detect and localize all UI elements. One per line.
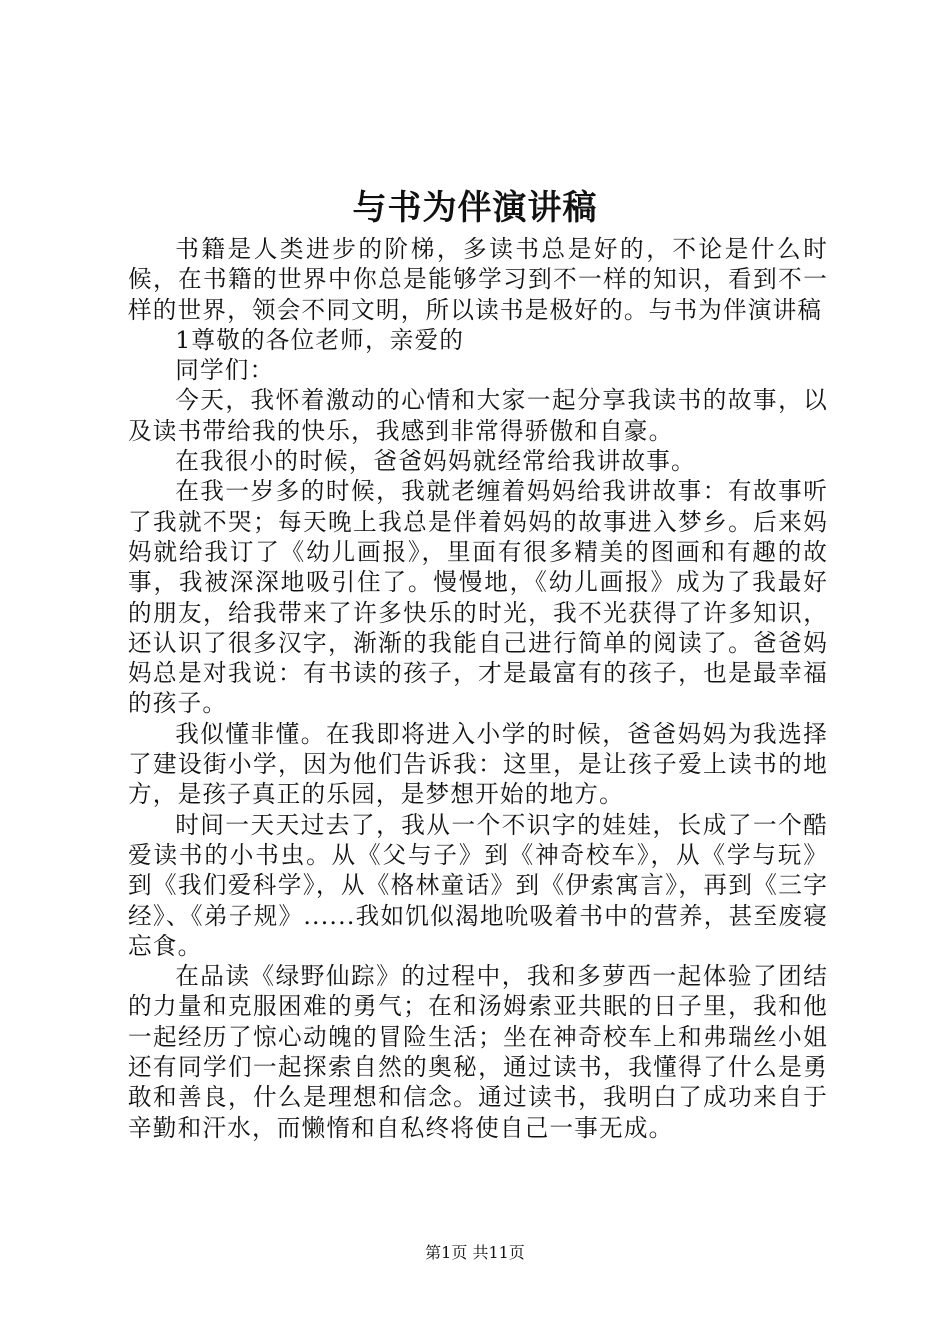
- paragraph: 在品读《绿野仙踪》的过程中，我和多萝西一起体验了团结的力量和克服困难的勇气；在和汤姆索亚共眠的日子里，我和他一起经历了惊心动魄的冒险生活；坐在神奇校车上和弗瑞丝小姐还有同学们一起探索自然的奥秘，通过读书，我懂得了什么是勇敢和善良，什么是理想和信念。通过读书，我明白了成功来自于辛勤和汗水，而懒惰和自私终将使自己一事无成。: [128, 962, 828, 1142]
- paragraph: 今天，我怀着激动的心情和大家一起分享我读书的故事，以及读书带给我的快乐，我感到非常得骄傲和自豪。: [128, 386, 828, 445]
- paragraph: 在我一岁多的时候，我就老缠着妈妈给我讲故事：有故事听了我就不哭；每天晚上我总是伴着妈妈的故事进入梦乡。后来妈妈就给我订了《幼儿画报》，里面有很多精美的图画和有趣的故事，我被深深地吸引住了。慢慢地，《幼儿画报》成为了我最好的朋友，给我带来了许多快乐的时光，我不光获得了许多知识，还认识了很多汉字，渐渐的我能自己进行简单的阅读了。爸爸妈妈总是对我说：有书读的孩子，才是最富有的孩子，也是最幸福的孩子。: [128, 477, 828, 718]
- paragraph: 同学们：: [175, 356, 275, 385]
- page-footer: 第1页 共11页: [425, 1243, 525, 1262]
- document-title: 与书为伴演讲稿: [352, 188, 598, 228]
- document-body: [128, 234, 828, 1143]
- paragraph: 1尊敬的各位老师，亲爱的: [175, 325, 465, 354]
- paragraph: 书籍是人类进步的阶梯，多读书总是好的，不论是什么时候，在书籍的世界中你总是能够学习到不一样的知识，看到不一样的世界，领会不同文明，所以读书是极好的。与书为伴演讲稿: [128, 235, 828, 324]
- paragraph: 我似懂非懂。在我即将进入小学的时候，爸爸妈妈为我选择了建设街小学，因为他们告诉我：这里，是让孩子爱上读书的地方，是孩子真正的乐园，是梦想开始的地方。: [128, 719, 828, 809]
- paragraph: 时间一天天过去了，我从一个不识字的娃娃，长成了一个酷爱读书的小书虫。从《父与子》到《神奇校车》，从《学与玩》到《我们爱科学》，从《格林童话》到《伊索寓言》，再到《三字经》、《弟子规》......我如饥似渴地吮吸着书中的营养，甚至废寝忘食。: [128, 810, 828, 960]
- paragraph: 在我很小的时候，爸爸妈妈就经常给我讲故事。: [175, 447, 696, 476]
